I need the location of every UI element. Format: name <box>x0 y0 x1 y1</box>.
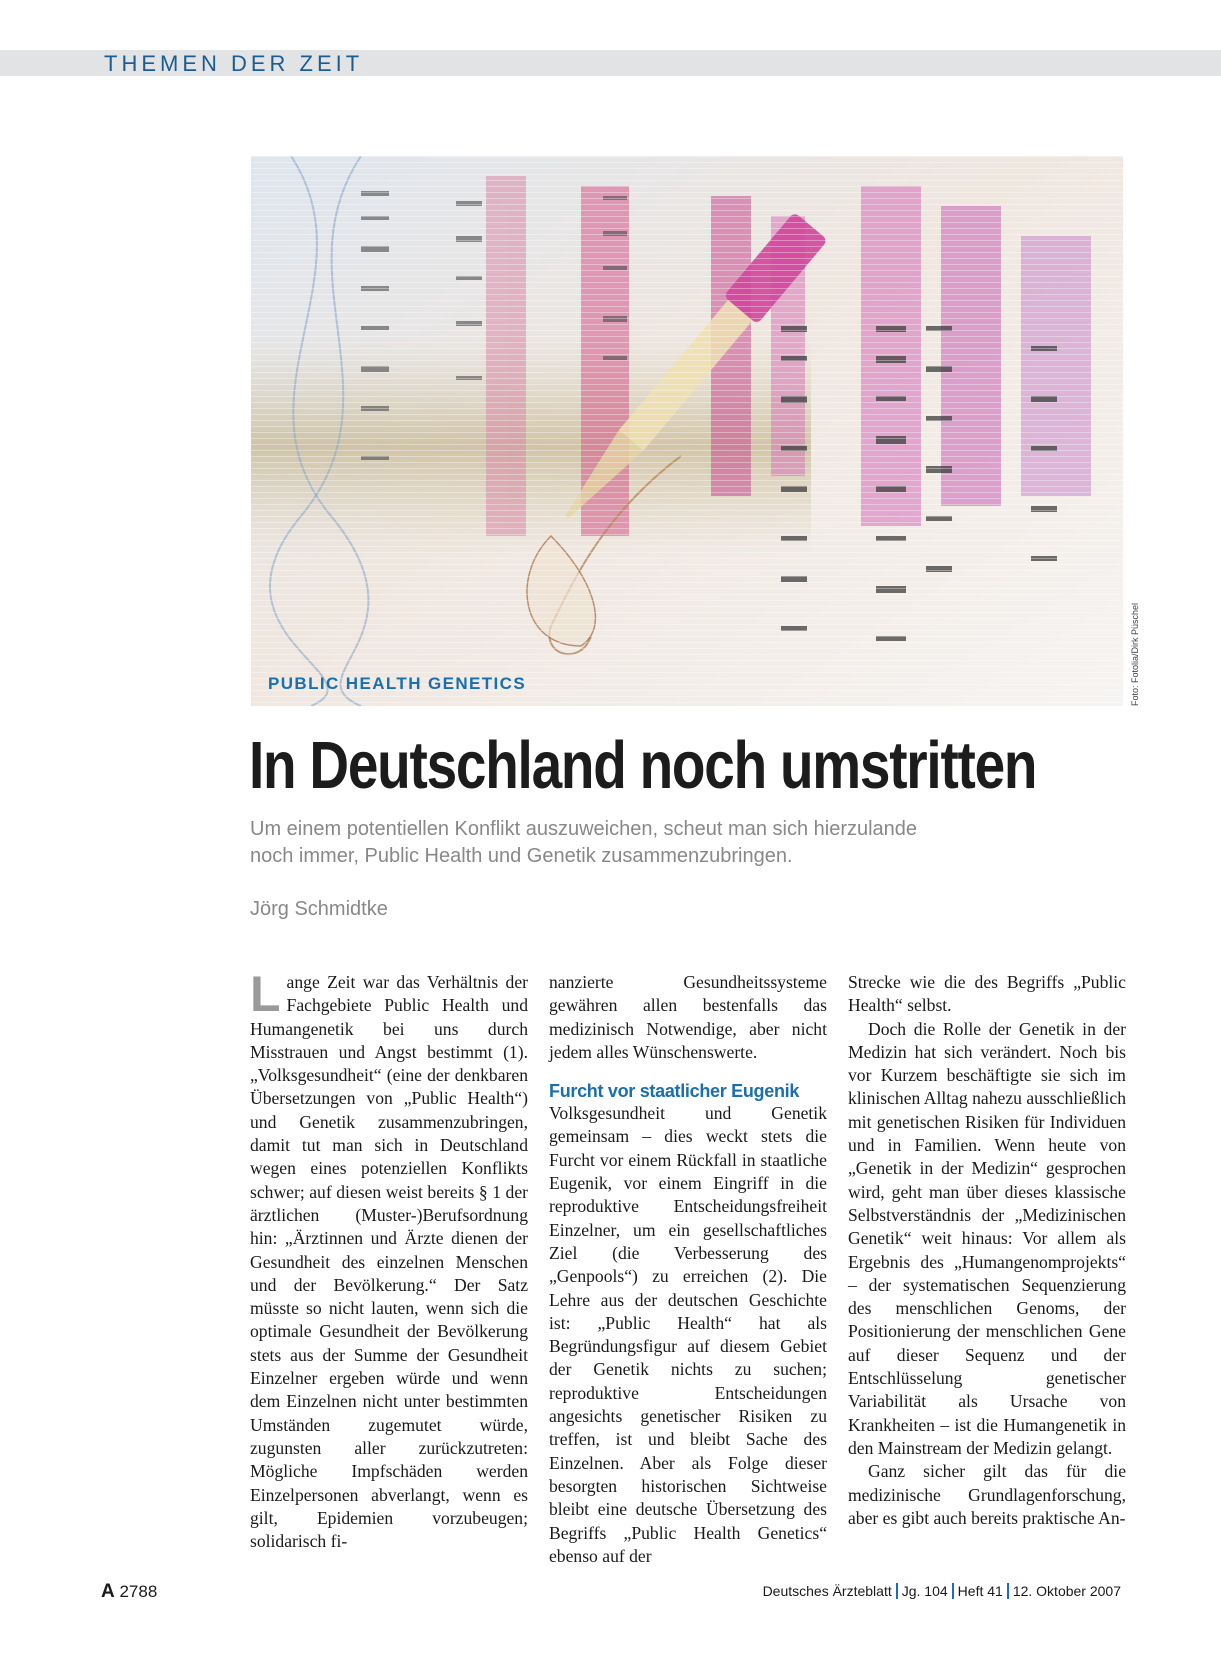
journal-info <box>763 1583 1121 1599</box>
lead-line: noch immer, Public Health und Genetik zusammenzubringen. <box>250 845 793 867</box>
paragraph: Strecke wie die des Begriffs „Public Health“ selbst. <box>848 972 1126 1016</box>
article-hero-image <box>251 156 1123 706</box>
journal-name: Deutsches Ärzteblatt <box>762 1583 892 1599</box>
separator <box>952 1583 954 1599</box>
page-prefix: A <box>101 1581 115 1602</box>
journal-date: 12. Oktober 2007 <box>1012 1583 1121 1599</box>
paragraph: Volksgesundheit und Genetik gemeinsam – dies weckt stets die Furcht vor einem Rückfall in staatliche Eugenik, vor einem Eingriff in die reproduktive Entscheidungsfreiheit Einzelner, um ein gesellschaftliches Ziel (die Verbesserung des „Genpools“) zu erreichen (2). Die Lehre aus der deutschen Geschichte ist: „Public Health“ hat als Begründungsfigur auf diesem Gebiet der Genetik nichts zu suchen; reproduktive Entscheidungen angesichts genetischer Risiken zu treffen, ist und bleibt Sache des Einzelnen. Aber als Folge dieser besorgten historischen Sichtweise bleibt eine deutsche Übersetzung des Begriffs „Public Health Genetics“ ebenso auf der <box>549 1103 827 1566</box>
separator <box>1007 1583 1009 1599</box>
text-column-3 <box>848 971 1126 1530</box>
journal-issue: Heft 41 <box>957 1583 1003 1599</box>
subheading: Furcht vor staatlicher Eugenik <box>549 1081 800 1102</box>
page-number <box>101 1581 157 1603</box>
journal-volume: Jg. 104 <box>901 1583 948 1599</box>
drop-cap: L <box>250 966 281 1022</box>
paragraph: Ganz sicher gilt das für die medizinische Grundlagenforschung, aber es gibt auch bereits praktische An- <box>848 1461 1126 1528</box>
section-title: THEMEN DER ZEIT <box>104 51 364 76</box>
paragraph <box>250 966 528 1553</box>
page-number-value: 2788 <box>119 1582 158 1601</box>
text-column-1 <box>250 966 528 1553</box>
photo-credit: Foto: Fotolia/Dirk Püschel <box>1130 602 1140 706</box>
text-column-2 <box>549 971 827 1568</box>
dna-gel-illustration <box>251 156 1123 706</box>
article-lead <box>250 816 1080 870</box>
paragraph-text: ange Zeit war das Verhältnis der Fachgebiete Public Health und Humangenetik bei uns durch Misstrauen und Angst bestimmt (1). „Volksgesundheit“ (eine der denkbaren Übersetzungen von „Public Health“) und Genetik zusammenzubringen, damit tut man sich in Deutschland wegen eines potenziellen Konflikts schwer; auf diesen weist bereits § 1 der ärztlichen (Muster-)Berufsordnung hin: „Ärztinnen und Ärzte dienen der Gesundheit des einzelnen Menschen und der Bevölkerung.“ Der Satz müsste so nicht lauten, wenn sich die optimale Gesundheit der Bevölkerung stets aus der Summe der Gesundheit Einzelner ergeben würde und wenn dem Einzelnen nicht unter bestimmten Umständen zugemutet würde, zugunsten aller zurückzutreten: Mögliche Impfschäden werden Einzelpersonen abverlangt, wenn es gilt, Epidemien vorzubeugen; solidarisch fi- <box>250 972 528 1552</box>
article-kicker: PUBLIC HEALTH GENETICS <box>268 674 527 693</box>
separator <box>896 1583 898 1599</box>
lead-line: Um einem potentiellen Konflikt auszuweichen, scheut man sich hierzulande <box>250 818 918 840</box>
paragraph: Doch die Rolle der Genetik in der Medizin hat sich verändert. Noch bis vor Kurzem beschäftigte sie sich im klinischen Alltag nahezu ausschließlich mit genetischen Risiken für Individuen und in Familien. Wenn heute von „Genetik in der Medizin“ gesprochen wird, geht man über dieses klassische Selbstverständnis der „Medizinischen Genetik“ weit hinaus: Vor allem als Ergebnis des „Humangenomprojekts“ – der systematischen Sequenzierung des menschlichen Genoms, der Positionierung der menschlichen Gene auf dieser Sequenz und der Entschlüsselung genetischer Variabilität als Ursache von Krankheiten – ist die Humangenetik in den Mainstream der Medizin gelangt. <box>848 1018 1127 1458</box>
article-headline: In Deutschland noch umstritten <box>249 728 1037 803</box>
paragraph: nanzierte Gesundheitssysteme gewähren allen bestenfalls das medizinisch Notwendige, aber nicht jedem alles Wünschenswerte. <box>549 972 827 1062</box>
article-author: Jörg Schmidtke <box>250 898 388 920</box>
